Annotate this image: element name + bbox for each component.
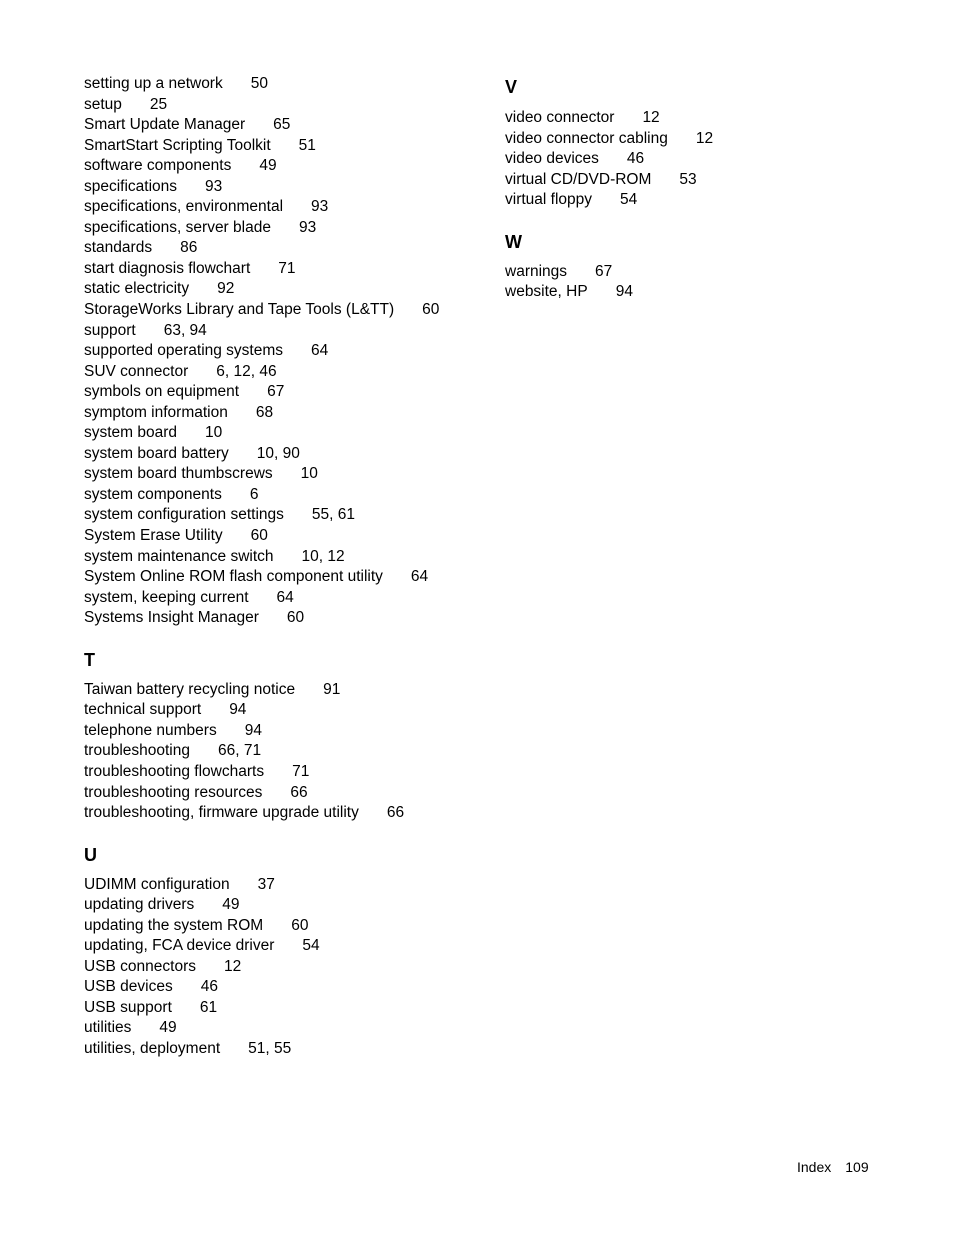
index-entry-pages[interactable]: 60 (286, 609, 305, 627)
index-entry-pages[interactable]: 46 (200, 978, 218, 996)
index-section-v (505, 108, 885, 211)
index-entry-term: virtual CD/DVD-ROM (505, 170, 652, 188)
index-entry (84, 957, 484, 978)
index-entry (84, 916, 484, 937)
index-entry-pages[interactable]: 6, 12, 46 (216, 362, 277, 380)
index-entry-pages[interactable]: 60 (250, 527, 268, 545)
index-entry-term: supported operating systems (84, 342, 284, 360)
index-entry (84, 803, 484, 824)
index-entry-term: updating, FCA device driver (84, 937, 275, 955)
index-entry-term: StorageWorks Library and Tape Tools (L&TT) (84, 301, 395, 319)
index-entry-pages[interactable]: 93 (298, 218, 317, 236)
index-entry (84, 95, 484, 116)
index-entry-pages[interactable]: 64 (311, 342, 329, 360)
index-entry (84, 977, 484, 998)
index-entry (84, 341, 484, 362)
index-entry (84, 875, 484, 896)
index-entry (84, 115, 484, 136)
index-entry-pages[interactable]: 94 (615, 283, 633, 301)
index-entry (84, 783, 484, 804)
index-entry-term: symbols on equipment (84, 383, 240, 401)
index-entry-pages[interactable]: 37 (257, 875, 275, 893)
index-letter-w: W (505, 231, 522, 252)
index-entry-term: standards (84, 239, 153, 257)
index-entry (84, 567, 484, 588)
index-entry-term: system configuration settings (84, 506, 284, 524)
index-entry-pages[interactable]: 50 (250, 75, 268, 92)
index-entry-term: System Online ROM flash component utility (84, 568, 383, 586)
index-entry-pages[interactable]: 55, 61 (311, 506, 355, 524)
index-entry-term: specifications (84, 177, 178, 195)
index-entry-pages[interactable]: 10, 12 (301, 547, 345, 565)
index-entry (84, 505, 484, 526)
index-entry-term: SmartStart Scripting Toolkit (84, 136, 271, 154)
index-entry (84, 279, 484, 300)
index-entry-term: system maintenance switch (84, 547, 274, 565)
index-entry-term: system board (84, 424, 178, 442)
index-entry-term: USB connectors (84, 957, 196, 975)
index-entry (505, 129, 885, 150)
index-entry-term: utilities, deployment (84, 1039, 221, 1057)
index-entry (84, 588, 484, 609)
index-entry (84, 700, 484, 721)
index-entry-pages[interactable]: 86 (180, 239, 198, 257)
index-entry-term: System Erase Utility (84, 527, 223, 545)
index-entry (84, 238, 484, 259)
index-entry (84, 362, 484, 383)
index-entry-pages[interactable]: 64 (276, 588, 294, 606)
index-entry (84, 895, 484, 916)
index-entry (84, 998, 484, 1019)
index-entry (505, 170, 885, 191)
index-entry (84, 74, 484, 95)
index-entry-pages[interactable]: 66 (290, 783, 308, 801)
index-entry-pages[interactable]: 10 (205, 424, 223, 442)
index-entry-pages[interactable]: 71 (292, 762, 310, 780)
index-entry (84, 464, 484, 485)
index-entry-term: troubleshooting (84, 742, 190, 760)
page-footer (797, 1158, 869, 1176)
index-entry-pages[interactable]: 54 (620, 191, 638, 209)
index-entry-term: troubleshooting flowcharts (84, 762, 265, 780)
index-entry-term: USB support (84, 998, 172, 1016)
index-section-u (84, 875, 484, 1060)
index-entry (84, 608, 484, 629)
index-entry-pages[interactable]: 93 (311, 198, 329, 216)
index-entry (84, 1039, 484, 1060)
index-entry-term: UDIMM configuration (84, 875, 230, 893)
index-entry-pages[interactable]: 46 (626, 150, 645, 168)
index-entry-term: system components (84, 485, 222, 503)
index-entry-pages[interactable]: 10 (300, 465, 318, 483)
index-entry-pages[interactable]: 91 (323, 680, 341, 698)
index-entry-pages[interactable]: 94 (229, 701, 247, 719)
index-entry-term: system board battery (84, 444, 229, 462)
index-entry (84, 218, 484, 239)
index-entry (84, 526, 484, 547)
index-entry-term: USB devices (84, 978, 173, 996)
footer-section-label: Index (797, 1159, 832, 1175)
index-entry-term: Taiwan battery recycling notice (84, 680, 296, 698)
index-entry-pages[interactable]: 60 (291, 916, 309, 934)
index-entry-pages[interactable]: 94 (244, 721, 262, 739)
index-entry (84, 300, 484, 321)
index-section-w (505, 262, 885, 303)
index-entry-pages[interactable]: 49 (159, 1019, 177, 1037)
index-entry-pages[interactable]: 63, 94 (163, 321, 207, 339)
index-letter-u: U (84, 844, 97, 865)
index-entry (84, 444, 484, 465)
index-entry-term: troubleshooting resources (84, 783, 263, 801)
index-entry-term: symptom information (84, 403, 228, 421)
index-entry-pages[interactable]: 12 (695, 129, 714, 147)
index-entry-term: support (84, 321, 136, 339)
index-entry-term: SUV connector (84, 362, 189, 380)
index-entry-pages[interactable]: 64 (410, 568, 429, 586)
index-entry (84, 936, 484, 957)
index-entry (84, 156, 484, 177)
index-entry-pages[interactable]: 71 (278, 259, 296, 277)
index-entry (505, 282, 885, 303)
index-entry-term: start diagnosis flowchart (84, 259, 251, 277)
index-entry-pages[interactable]: 54 (302, 937, 320, 955)
index-entry-term: specifications, environmental (84, 198, 284, 216)
index-entry-pages[interactable]: 51, 55 (248, 1039, 292, 1057)
index-entry (84, 762, 484, 783)
index-entry (84, 382, 484, 403)
index-entry-pages[interactable]: 12 (224, 957, 242, 975)
index-entry (84, 197, 484, 218)
index-entry-term: virtual floppy (505, 191, 593, 209)
index-entry-pages[interactable]: 66 (386, 804, 405, 822)
index-entry (84, 423, 484, 444)
index-entry-term: video devices (505, 150, 599, 168)
index-section-t (84, 680, 484, 824)
index-entry-term: setup (84, 95, 122, 113)
index-entry (505, 262, 885, 283)
index-entry-pages[interactable]: 67 (267, 383, 285, 401)
index-entry-term: Systems Insight Manager (84, 609, 259, 627)
index-entry-pages[interactable]: 49 (222, 896, 240, 914)
index-entry (84, 403, 484, 424)
index-entry-pages[interactable]: 60 (422, 301, 440, 319)
index-entry-term: specifications, server blade (84, 218, 271, 236)
index-entry-term: Smart Update Manager (84, 116, 246, 134)
index-entry-pages[interactable]: 10, 90 (256, 444, 300, 462)
index-right-column (505, 74, 885, 303)
index-entry-term: updating the system ROM (84, 916, 264, 934)
index-entry (84, 485, 484, 506)
index-entry (505, 108, 885, 129)
index-letter-v: V (505, 77, 518, 97)
index-section-s (84, 74, 484, 629)
index-entry-pages[interactable]: 25 (149, 95, 168, 113)
index-entry-term: static electricity (84, 280, 190, 298)
index-entry-term: system board thumbscrews (84, 465, 273, 483)
index-entry (84, 547, 484, 568)
index-entry-pages[interactable]: 68 (255, 403, 274, 421)
index-entry (84, 721, 484, 742)
index-entry-pages[interactable]: 51 (298, 136, 316, 154)
index-entry-term: technical support (84, 701, 202, 719)
index-entry-pages[interactable]: 53 (679, 170, 697, 188)
index-entry-pages[interactable]: 61 (199, 998, 218, 1016)
index-entry (84, 177, 484, 198)
index-entry-pages[interactable]: 66, 71 (218, 742, 262, 760)
index-entry (84, 1018, 484, 1039)
index-entry-term: video connector cabling (505, 129, 668, 147)
index-entry-term: software components (84, 157, 232, 175)
footer-page-number: 109 (845, 1159, 869, 1175)
index-entry (84, 741, 484, 762)
index-entry-pages[interactable]: 65 (273, 116, 291, 134)
index-entry-term: system, keeping current (84, 588, 249, 606)
index-entry-term: setting up a network (84, 75, 223, 92)
index-entry-term: warnings (505, 262, 568, 280)
index-entry-term: telephone numbers (84, 721, 217, 739)
index-entry (84, 259, 484, 280)
index-entry-pages[interactable]: 49 (259, 157, 277, 175)
index-entry-term: troubleshooting, firmware upgrade utility (84, 804, 359, 822)
index-entry-term: utilities (84, 1019, 132, 1037)
index-entry-term: video connector (505, 109, 615, 126)
index-entry-pages[interactable]: 92 (217, 280, 235, 298)
index-entry-pages[interactable]: 93 (205, 177, 223, 195)
index-entry-term: website, HP (505, 283, 588, 301)
index-entry-pages[interactable]: 12 (642, 109, 660, 126)
index-left-column (84, 74, 484, 1060)
index-entry-term: updating drivers (84, 896, 195, 914)
index-entry (84, 680, 484, 701)
index-entry-pages[interactable]: 67 (595, 262, 613, 280)
index-letter-t: T (84, 649, 95, 670)
index-entry (84, 321, 484, 342)
index-entry-pages[interactable]: 6 (249, 485, 259, 503)
index-entry (505, 149, 885, 170)
index-entry (84, 136, 484, 157)
index-entry (505, 190, 885, 211)
